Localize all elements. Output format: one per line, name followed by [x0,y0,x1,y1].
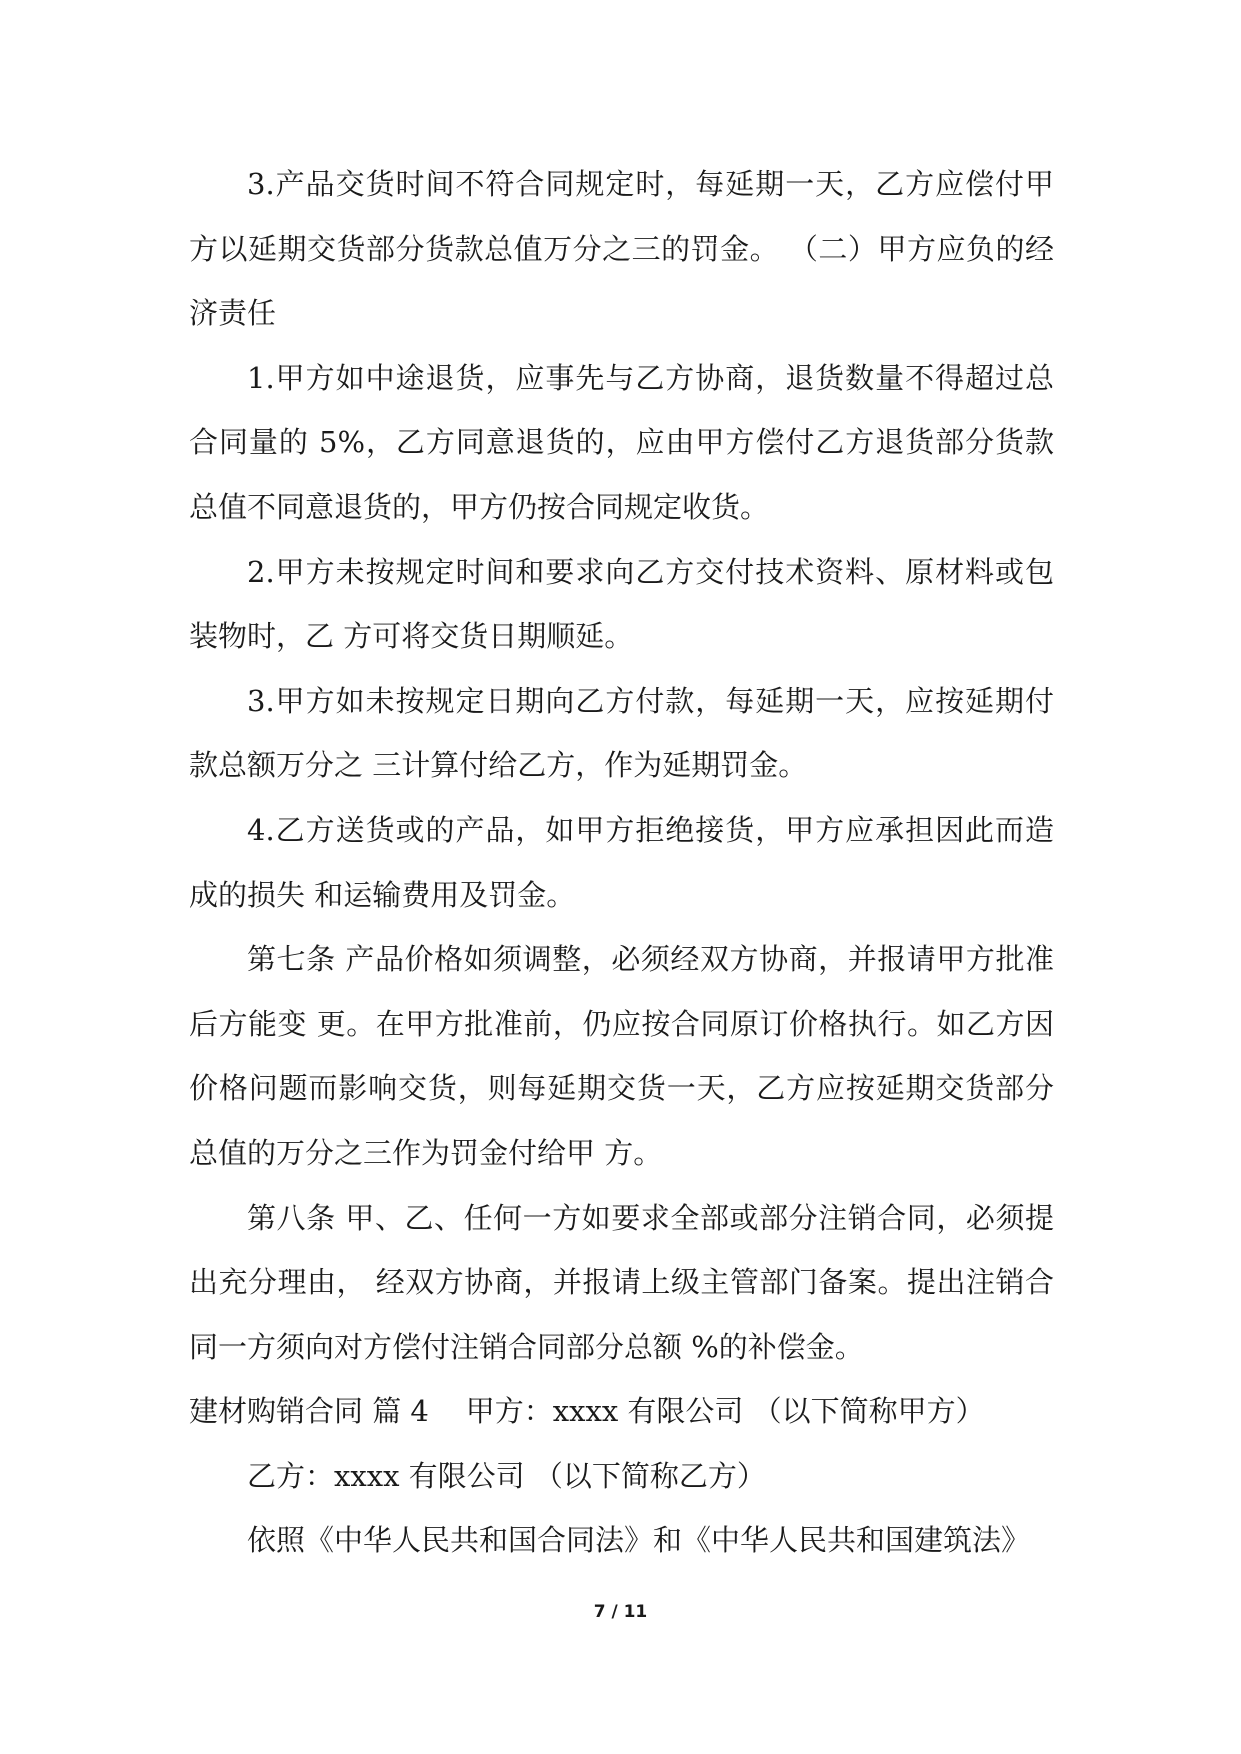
paragraph-article-seven: 第七条 产品价格如须调整，必须经双方协商，并报请甲方批准后方能变 更。在甲方批准前，仍应按合同原订价格执行。如乙方因价格问题而影响交货，则每延期交货一天，乙方应按延期交货部分总值的万分之三作为罚金付给甲 方。 [189,942,1054,1170]
paragraph-technical-materials: 2.甲方未按规定时间和要求向乙方交付技术资料、原材料或包装物时，乙 方可将交货日期顺延。 [189,554,1054,654]
paragraph-penalty-late-delivery: 3.产品交货时间不符合同规定时，每延期一天，乙方应偿付甲方以延期交货部分货款总值万分之三的罚金。 （二）甲方应负的经济责任 [189,167,1054,331]
document-body [189,152,1054,1573]
paragraph-refuse-delivery: 4.乙方送货或的产品，如甲方拒绝接货，甲方应承担因此而造成的损失 和运输费用及罚金。 [189,812,1054,912]
page-number: 7 / 11 [593,1602,648,1622]
paragraph-contract-heading: 建材购销合同 篇 4 甲方：xxxx 有限公司 （以下简称甲方） [189,1394,985,1429]
paragraph-party-b: 乙方：xxxx 有限公司 （以下简称乙方） [247,1458,766,1493]
paragraph-late-payment: 3.甲方如未按规定日期向乙方付款，每延期一天，应按延期付款总额万分之 三计算付给乙方，作为延期罚金。 [189,683,1054,783]
paragraph-article-eight: 第八条 甲、乙、任何一方如要求全部或部分注销合同，必须提出充分理由， 经双方协商，并报请上级主管部门备案。提出注销合同一方须向对方偿付注销合同部分总额 %的补偿金。 [189,1200,1054,1364]
paragraph-legal-basis: 依照《中华人民共和国合同法》和《中华人民共和国建筑法》 [247,1523,1031,1558]
paragraph-return-goods: 1.甲方如中途退货，应事先与乙方协商，退货数量不得超过总合同量的 5%，乙方同意退货的，应由甲方偿付乙方退货部分货款总值不同意退货的，甲方仍按合同规定收货。 [189,360,1054,524]
